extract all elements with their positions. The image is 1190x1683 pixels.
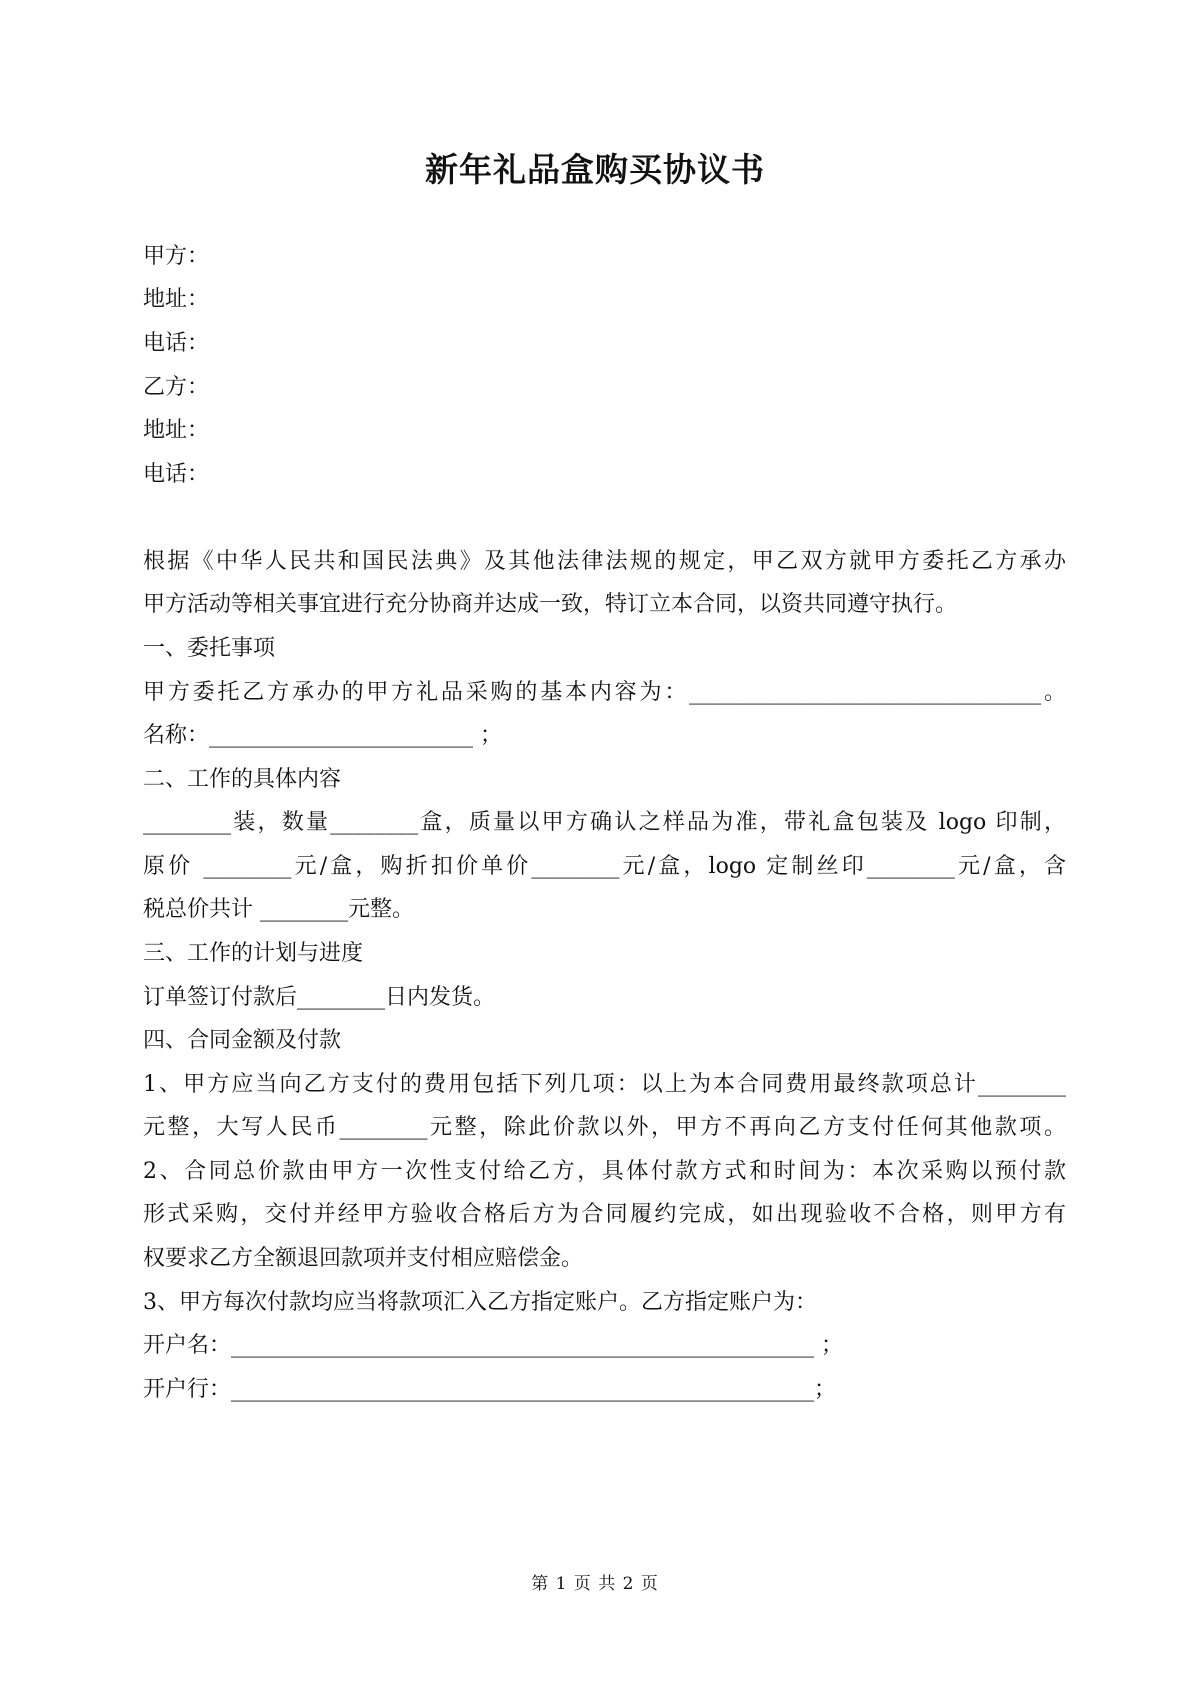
section-line: 3、甲方每次付款均应当将款项汇入乙方指定账户。乙方指定账户为：	[143, 1290, 817, 1315]
party-b-phone: 电话：	[143, 462, 210, 487]
section-heading: 一、委托事项	[143, 636, 276, 661]
document-title: 新年礼品盒购买协议书	[425, 150, 765, 189]
section-line: 订单签订付款后________日内发货。	[143, 985, 496, 1010]
section-line: 税总价共计 ________元整。	[143, 897, 414, 922]
party-b-label: 乙方：	[143, 375, 210, 400]
party-a-address: 地址：	[143, 287, 210, 312]
preamble-line: 根据《中华人民共和国民法典》及其他法律法规的规定，甲乙双方就甲方委托乙方承办	[143, 549, 1066, 574]
party-a-phone: 电话：	[143, 331, 210, 356]
party-a-label: 甲方：	[143, 244, 210, 269]
section-heading: 四、合同金额及付款	[143, 1028, 342, 1053]
account-bank-line: 开户行：_____________________________________________________；	[143, 1377, 837, 1402]
section-line: 名称：________________________ ；	[143, 723, 502, 748]
section-line: 形式采购，交付并经甲方验收合格后方为合同履约完成，如出现验收不合格，则甲方有	[143, 1202, 1066, 1227]
section-line: 1、甲方应当向乙方支付的费用包括下列几项：以上为本合同费用最终款项总计________	[143, 1072, 1066, 1097]
section-heading: 三、工作的计划与进度	[143, 941, 364, 966]
party-b-address: 地址：	[143, 418, 210, 443]
section-line: ________装，数量________盒，质量以甲方确认之样品为准，带礼盒包装及 logo 印制，	[143, 810, 1066, 835]
section-line: 元整，大写人民币________元整，除此价款以外，甲方不再向乙方支付任何其他款项。	[143, 1115, 1066, 1140]
section-heading: 二、工作的具体内容	[143, 767, 342, 792]
section-line: 甲方委托乙方承办的甲方礼品采购的基本内容为：________________________________。	[143, 680, 1066, 705]
section-line: 原价 ________元/盒，购折扣价单价________元/盒，logo 定制丝印________元/盒，含	[143, 854, 1066, 879]
section-line: 权要求乙方全额退回款项并支付相应赔偿金。	[143, 1246, 584, 1271]
section-line: 2、合同总价款由甲方一次性支付给乙方，具体付款方式和时间为：本次采购以预付款	[143, 1159, 1066, 1184]
account-name-line: 开户名：_____________________________________________________ ；	[143, 1333, 843, 1358]
preamble-line: 甲方活动等相关事宜进行充分协商并达成一致，特订立本合同，以资共同遵守执行。	[143, 592, 958, 617]
page-footer: 第 1 页 共 2 页	[531, 1574, 659, 1594]
